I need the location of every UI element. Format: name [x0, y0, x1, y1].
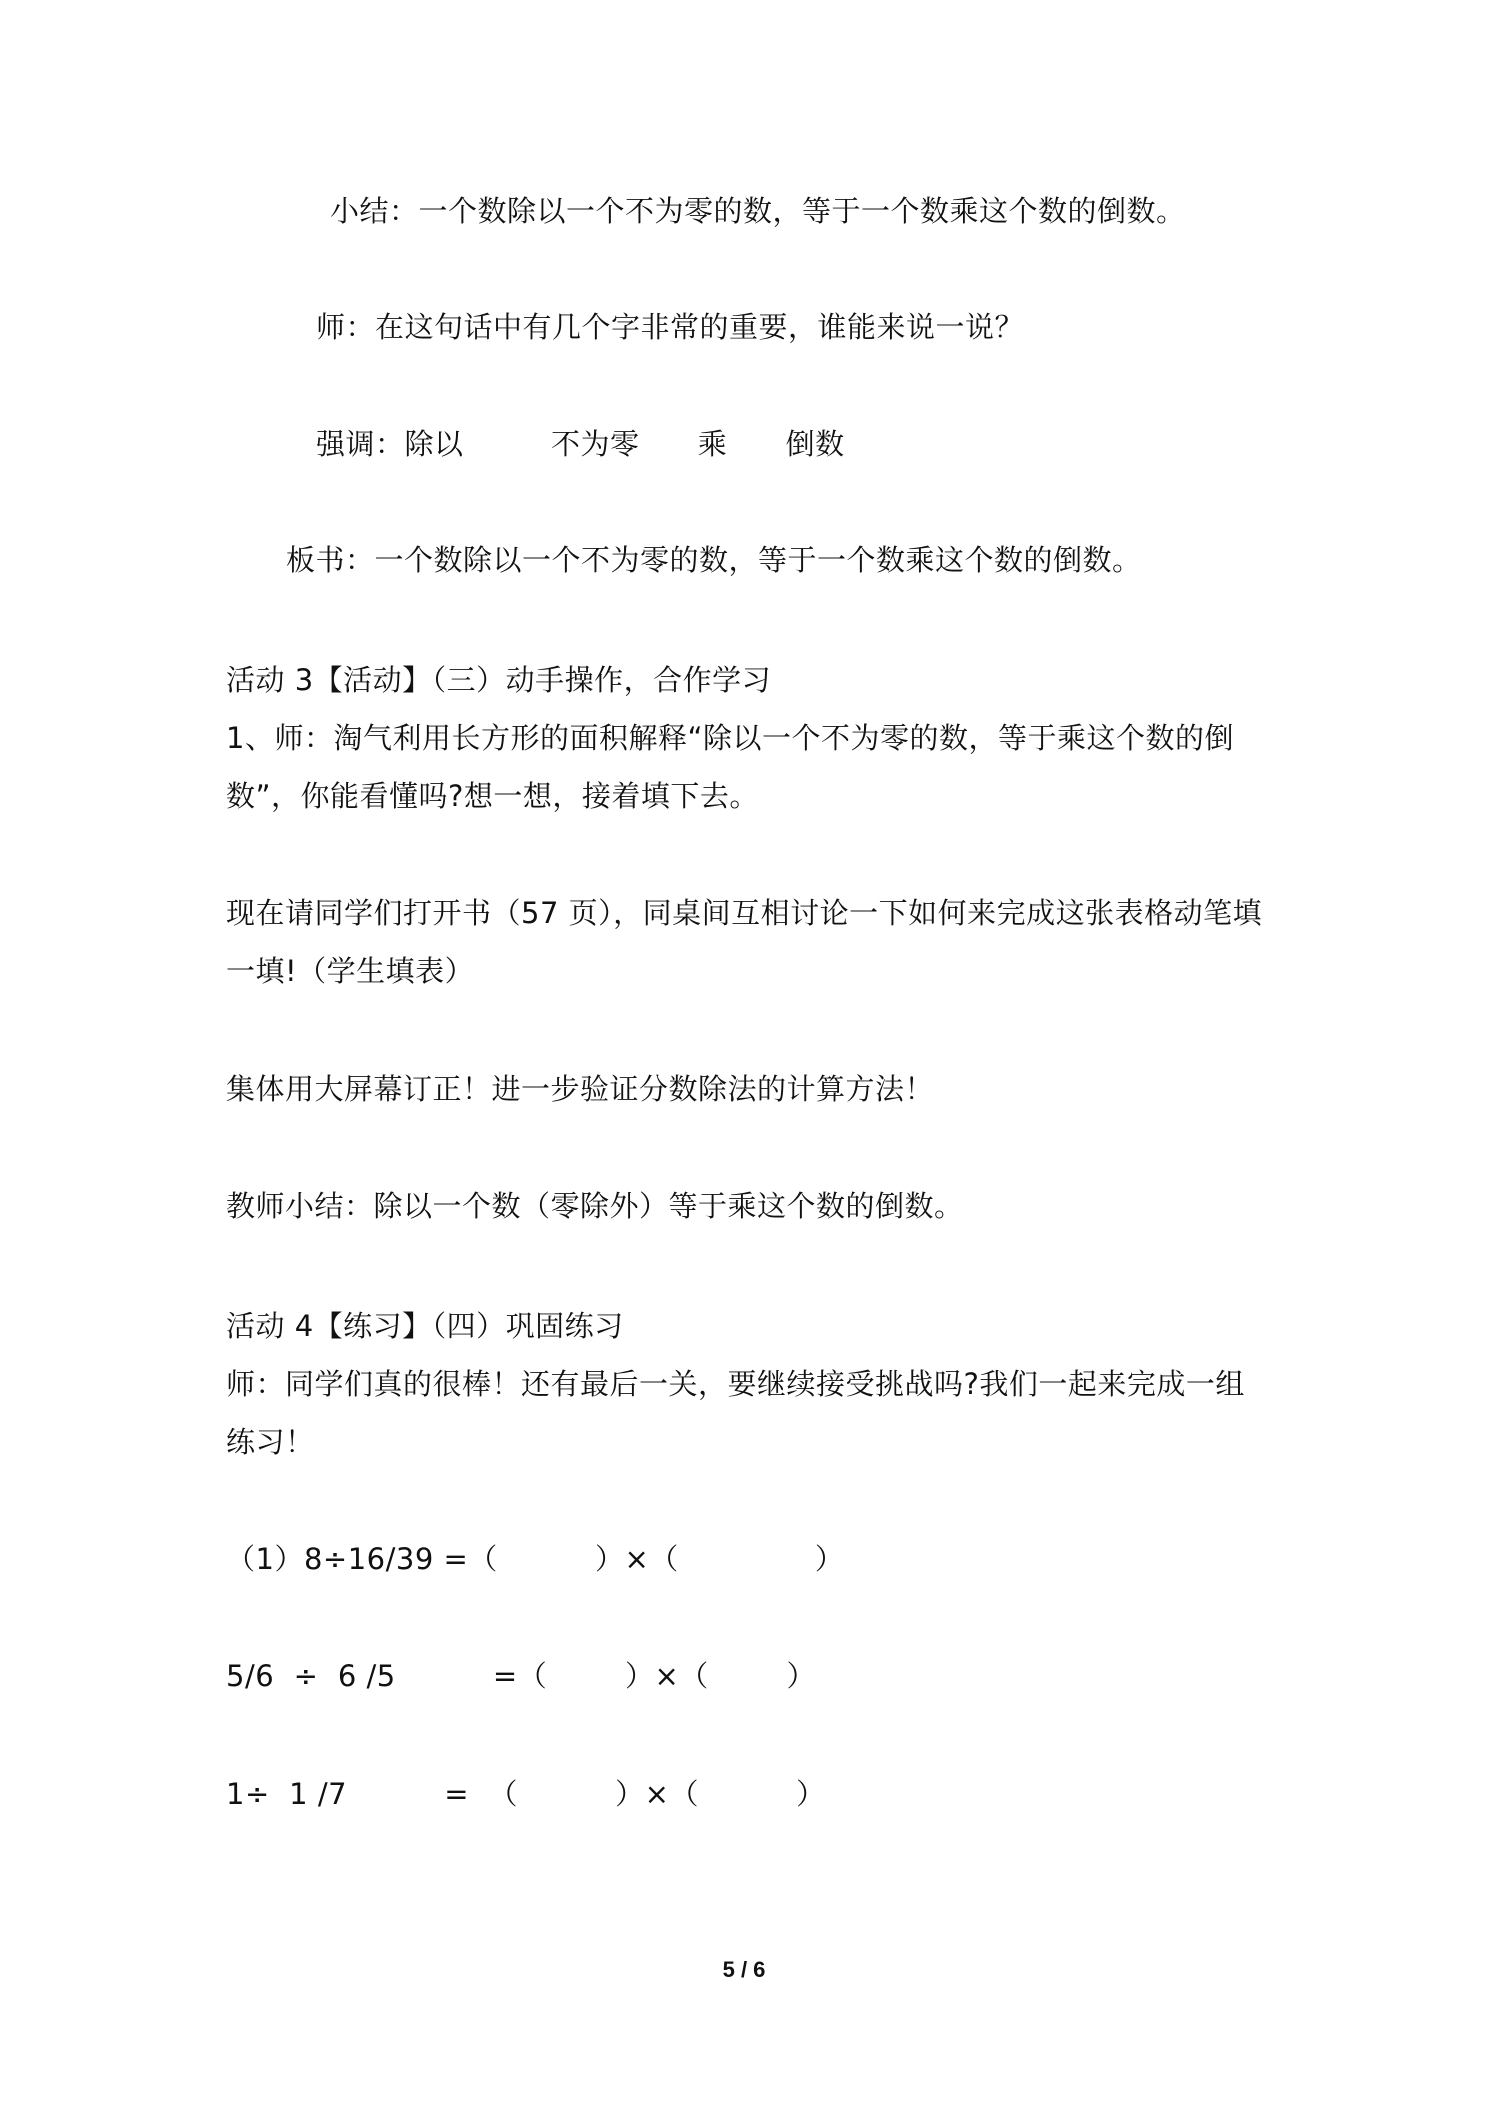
exercise-3: 1÷ 1 /7 = （ ）×（ ） [226, 1777, 826, 1811]
blackboard-line: 板书：一个数除以一个不为零的数，等于一个数乘这个数的倒数。 [286, 543, 1142, 577]
activity-4-paragraph-b: 练习！ [226, 1425, 315, 1459]
activity-3-paragraph-2b: 一填!（学生填表） [226, 954, 475, 988]
activity-3-paragraph-1b: 数”，你能看懂吗?想一想，接着填下去。 [226, 779, 759, 813]
emphasis-line: 强调：除以 不为零 乘 倒数 [316, 427, 845, 461]
activity-3-paragraph-3: 集体用大屏幕订正！进一步验证分数除法的计算方法！ [226, 1072, 935, 1106]
activity-4-paragraph-a: 师：同学们真的很棒！还有最后一关，要继续接受挑战吗?我们一起来完成一组 [226, 1367, 1245, 1401]
activity-4-heading: 活动 4【练习】（四）巩固练习 [226, 1309, 624, 1343]
activity-3-paragraph-2a: 现在请同学们打开书（57 页），同桌间互相讨论一下如何来完成这张表格动笔填 [226, 896, 1263, 930]
exercise-2: 5/6 ÷ 6 /5 =（ ）×（ ） [226, 1659, 817, 1693]
teacher-summary-line: 教师小结：除以一个数（零除外）等于乘这个数的倒数。 [226, 1189, 964, 1223]
page-number: 5 / 6 [722, 1957, 766, 1982]
activity-3-heading: 活动 3【活动】（三）动手操作，合作学习 [226, 663, 772, 697]
summary-line: 小结：一个数除以一个不为零的数，等于一个数乘这个数的倒数。 [330, 194, 1186, 228]
exercise-1: （1）8÷16/39 =（ ）×（ ） [226, 1542, 845, 1576]
teacher-question-line: 师：在这句话中有几个字非常的重要，谁能来说一说？ [316, 310, 1025, 344]
activity-3-paragraph-1a: 1、师：淘气利用长方形的面积解释“除以一个不为零的数，等于乘这个数的倒 [226, 721, 1234, 755]
